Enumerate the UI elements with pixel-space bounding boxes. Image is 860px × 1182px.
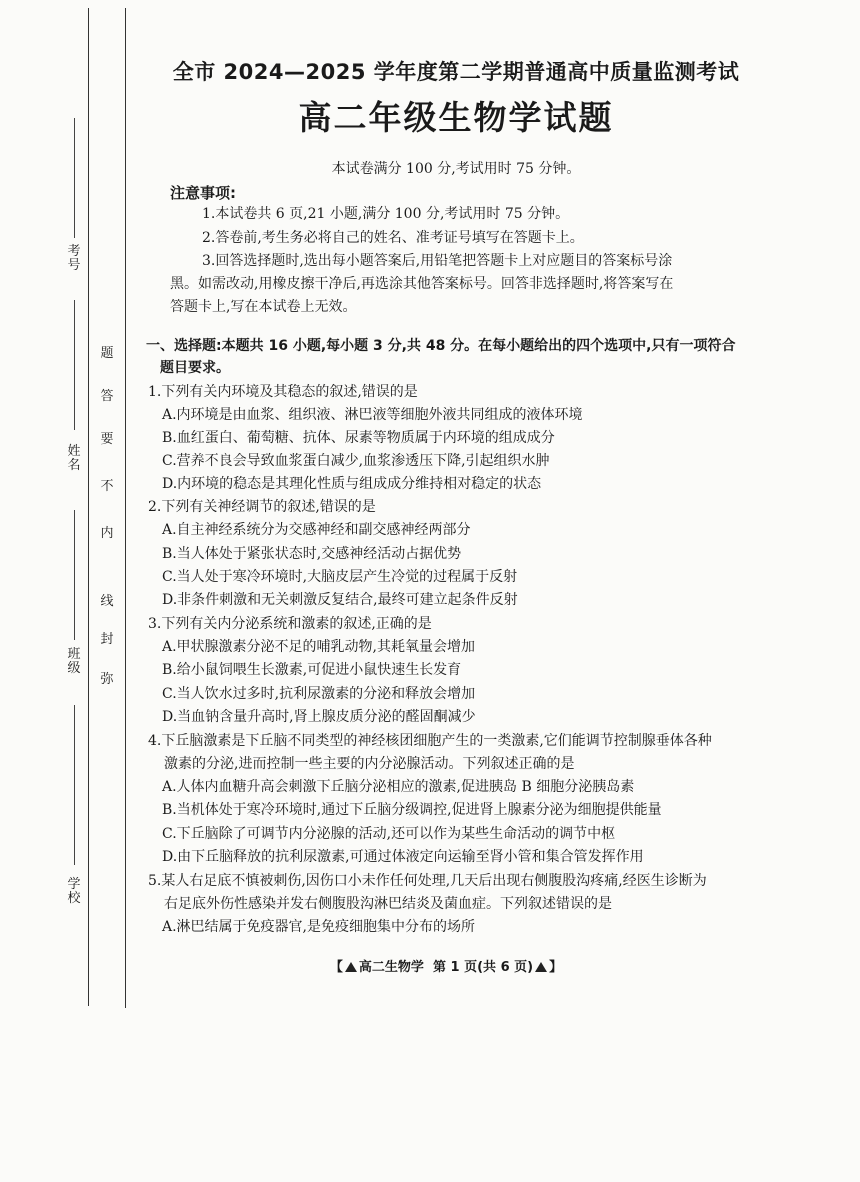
question-stem: 1.下列有关内环境及其稳态的叙述,错误的是 (148, 384, 418, 400)
notice-item: 2.答卷前,考生务必将自己的姓名、准考证号填写在答题卡上。 (202, 230, 584, 246)
notice-item: 3.回答选择题时,选出每小题答案后,用铅笔把答题卡上对应题目的答案标号涂 (202, 253, 673, 269)
option-a: A.甲状腺激素分泌不足的哺乳动物,其耗氧量会增加 (162, 639, 476, 655)
section-heading-line: 一、选择题:本题共 16 小题,每小题 3 分,共 48 分。在每小题给出的四个选项中,只有一项符合 (146, 338, 736, 354)
footer-page-number: 第 1 页(共 6 页) (433, 960, 534, 975)
triangle-icon (345, 962, 357, 972)
section-heading (146, 335, 746, 379)
school-blank (74, 705, 75, 865)
seal-char: 弥 (100, 672, 114, 687)
question-stem: 5.某人右足底不慎被刺伤,因伤口小未作任何处理,几天后出现右侧腹股沟疼痛,经医生诊断为 (148, 873, 707, 889)
option-a: A.人体内血糖升高会刺激下丘脑分泌相应的激素,促进胰岛 B 细胞分泌胰岛素 (162, 779, 635, 795)
question-stem: 3.下列有关内分泌系统和激素的叙述,正确的是 (148, 616, 432, 632)
score-line: 本试卷满分 100 分,考试用时 75 分钟。 (331, 161, 581, 177)
option-c: C.营养不良会导致血浆蛋白减少,血浆渗透压下降,引起组织水肿 (162, 453, 550, 469)
option-a: A.淋巴结属于免疫器官,是免疫细胞集中分布的场所 (162, 919, 476, 935)
class-label: 班级 (67, 647, 81, 676)
option-a: A.自主神经系统分为交感神经和副交感神经两部分 (162, 522, 471, 538)
exam-no-blank (74, 118, 75, 238)
seal-char: 内 (100, 526, 114, 541)
option-d: D.由下丘脑释放的抗利尿激素,可通过体液定向运输至肾小管和集合管发挥作用 (162, 849, 644, 865)
footer-subject: 高二生物学 (358, 960, 424, 975)
notice-item: 1.本试卷共 6 页,21 小题,满分 100 分,考试用时 75 分钟。 (202, 206, 570, 222)
option-b: B.给小鼠饲喂生长激素,可促进小鼠快速生长发育 (162, 662, 462, 678)
question-stem-continued: 右足底外伤性感染并发右侧腹股沟淋巴结炎及菌血症。下列叙述错误的是 (164, 896, 612, 912)
class-blank (74, 510, 75, 640)
seal-char: 线 (100, 594, 114, 609)
seal-char: 答 (100, 389, 114, 404)
exam-super-title: 全市 2024—2025 学年度第二学期普通高中质量监测考试 (172, 60, 740, 84)
page-title: 高二年级生物学试题 (298, 98, 614, 137)
seal-char: 封 (100, 632, 114, 647)
option-b: B.血红蛋白、葡萄糖、抗体、尿素等物质属于内环境的组成成分 (162, 430, 555, 446)
seal-char: 要 (100, 432, 114, 447)
notice-item: 答题卡上,写在本试卷上无效。 (170, 299, 357, 315)
option-b: B.当机体处于寒冷环境时,通过下丘脑分级调控,促进肾上腺素分泌为细胞提供能量 (162, 802, 662, 818)
question-stem: 4.下丘脑激素是下丘脑不同类型的神经核团细胞产生的一类激素,它们能调节控制腺垂体各种 (148, 733, 712, 749)
section-heading-line: 题目要求。 (160, 360, 230, 376)
option-c: C.下丘脑除了可调节内分泌腺的活动,还可以作为某些生命活动的调节中枢 (162, 826, 616, 842)
binding-line-inner (125, 8, 126, 1008)
option-a: A.内环境是由血浆、组织液、淋巴液等细胞外液共同组成的液体环境 (162, 407, 583, 423)
option-d: D.非条件刺激和无关刺激反复结合,最终可建立起条件反射 (162, 592, 518, 608)
binding-line-outer (88, 8, 89, 1006)
seal-char: 题 (100, 346, 114, 361)
option-d: D.内环境的稳态是其理化性质与组成成分维持相对稳定的状态 (162, 476, 542, 492)
question-stem-continued: 激素的分泌,进而控制一些主要的内分泌腺活动。下列叙述正确的是 (164, 756, 575, 772)
option-b: B.当人体处于紧张状态时,交感神经活动占据优势 (162, 546, 462, 562)
seal-char: 不 (100, 479, 114, 494)
notice-item: 黑。如需改动,用橡皮擦干净后,再选涂其他答案标号。回答非选择题时,将答案写在 (170, 276, 674, 292)
exam-no-label: 考号 (67, 244, 81, 273)
question-stem: 2.下列有关神经调节的叙述,错误的是 (148, 499, 376, 515)
option-c: C.当人处于寒冷环境时,大脑皮层产生冷觉的过程属于反射 (162, 569, 518, 585)
name-label: 姓名 (67, 444, 81, 473)
page-footer: 【 高二生物学 第 1 页(共 6 页) 】 (329, 960, 563, 975)
option-c: C.当人饮水过多时,抗利尿激素的分泌和释放会增加 (162, 686, 476, 702)
name-blank (74, 300, 75, 430)
triangle-icon (535, 962, 547, 972)
option-d: D.当血钠含量升高时,肾上腺皮质分泌的醛固酮减少 (162, 709, 476, 725)
notice-title: 注意事项: (170, 184, 236, 202)
school-label: 学校 (67, 877, 81, 906)
